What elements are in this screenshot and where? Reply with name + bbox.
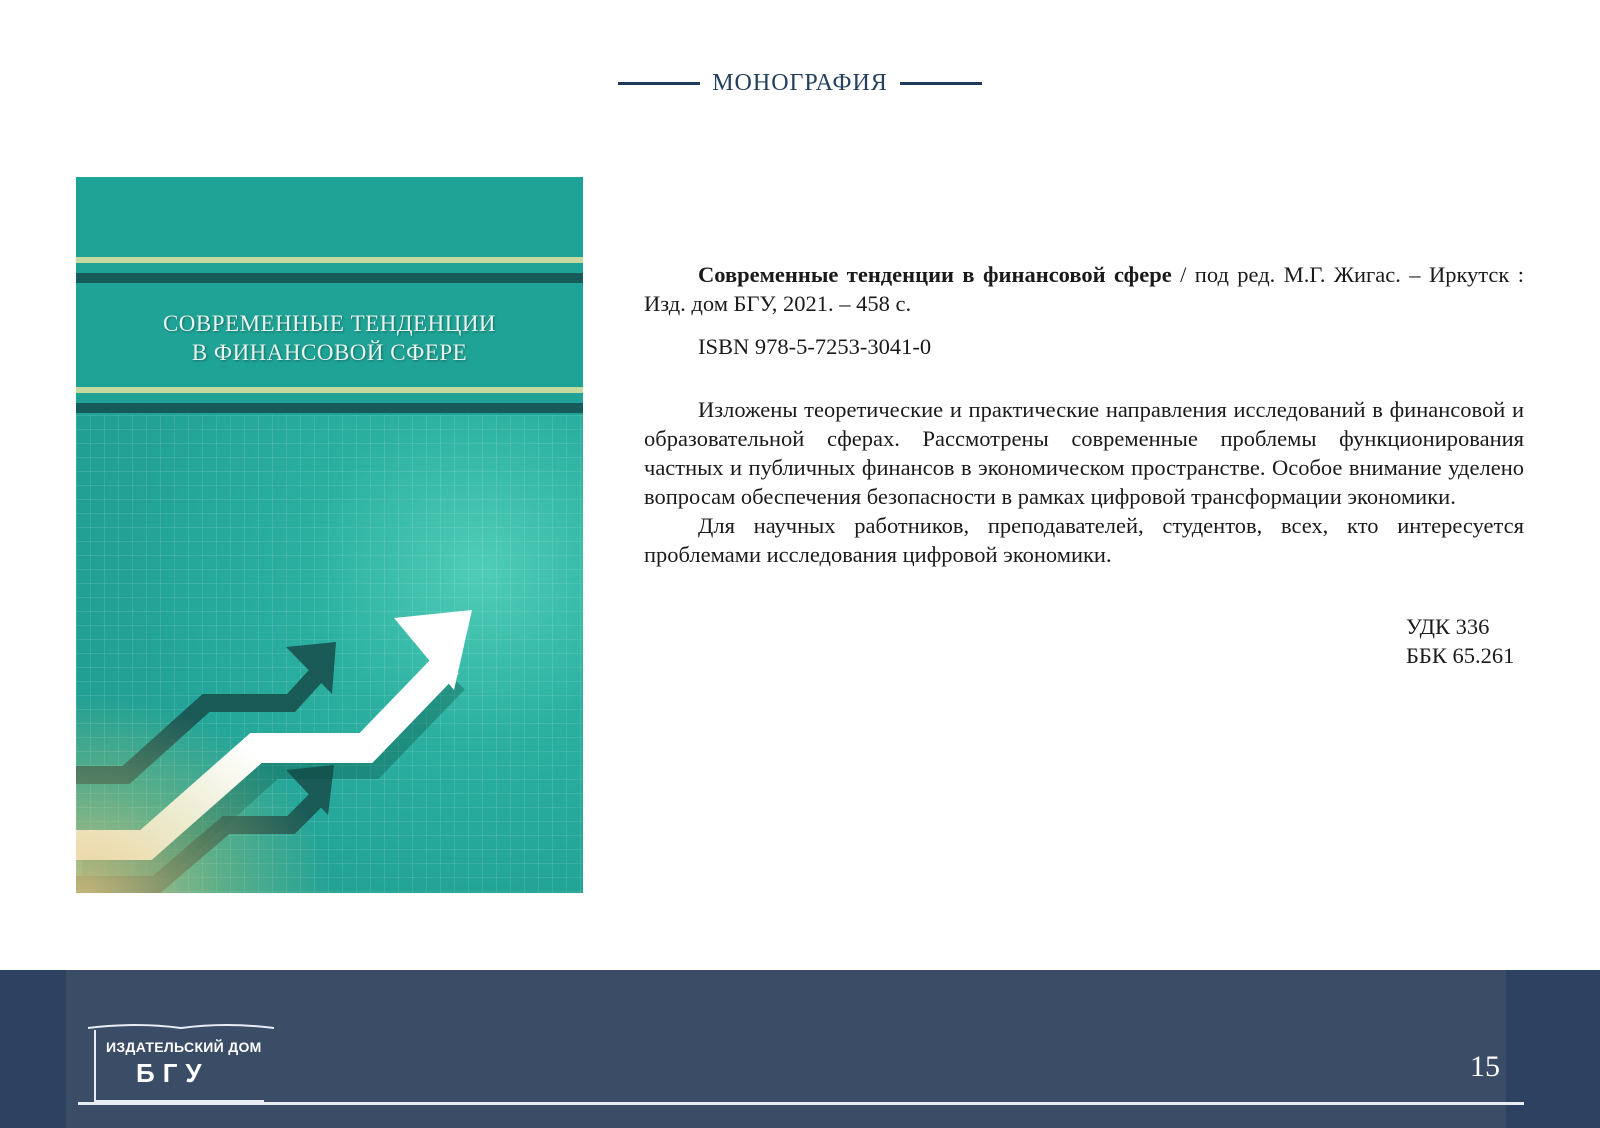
abstract: Изложены теоретические и практические направления исследований в финансовой и образовательной сферах. Рассмотрены современные проблемы функционирования частных и публичных финансов в экономическом пространстве. Особое внимание уделено вопросам обеспечения безопасности в рамках цифровой трансформации экономики. [644,397,1524,509]
section-header [0,70,1600,97]
logo-text-line1: ИЗДАТЕЛЬСКИЙ ДОМ [106,1039,262,1055]
logo-frame [94,1100,264,1102]
book-cover [76,177,583,893]
logo-frame [94,1030,96,1100]
isbn: ISBN 978-5-7253-3041-0 [698,334,932,359]
section-title: МОНОГРАФИЯ [712,70,888,96]
citation [644,260,1524,318]
audience: Для научных работников, преподавателей, студентов, всех, кто интересуется проблемами исследования цифровой экономики. [644,513,1524,567]
logo-text-line2: БГУ [136,1058,210,1088]
page-number: 15 [1470,1050,1500,1083]
footer-rule [78,1102,1524,1105]
header-rule-left [618,82,700,85]
classification [1406,612,1514,670]
header-rule-right [900,82,982,85]
cover-art [76,415,583,893]
udk-code: УДК 336 [1406,614,1490,639]
cover-glow [76,693,336,893]
cover-stripe [76,273,583,283]
book-title: Современные тенденции в финансовой сфере [698,262,1172,287]
open-book-icon [86,1022,276,1030]
cover-title [76,309,583,367]
cover-stripe [76,257,583,263]
citation-details: / под ред. М.Г. Жигас. – Иркутск : Изд. дом БГУ, 2021. – 458 с. [644,262,1524,316]
bbk-code: ББК 65.261 [1406,643,1515,668]
cover-title-line: СОВРЕМЕННЫЕ ТЕНДЕНЦИИ [162,311,497,336]
cover-stripe [76,387,583,393]
publisher-logo [86,1022,276,1104]
cover-stripe [76,403,583,413]
cover-title-line: В ФИНАНСОВОЙ СФЕРЕ [191,340,468,365]
bibliographic-description [644,260,1524,668]
cover-top-band [76,177,583,415]
